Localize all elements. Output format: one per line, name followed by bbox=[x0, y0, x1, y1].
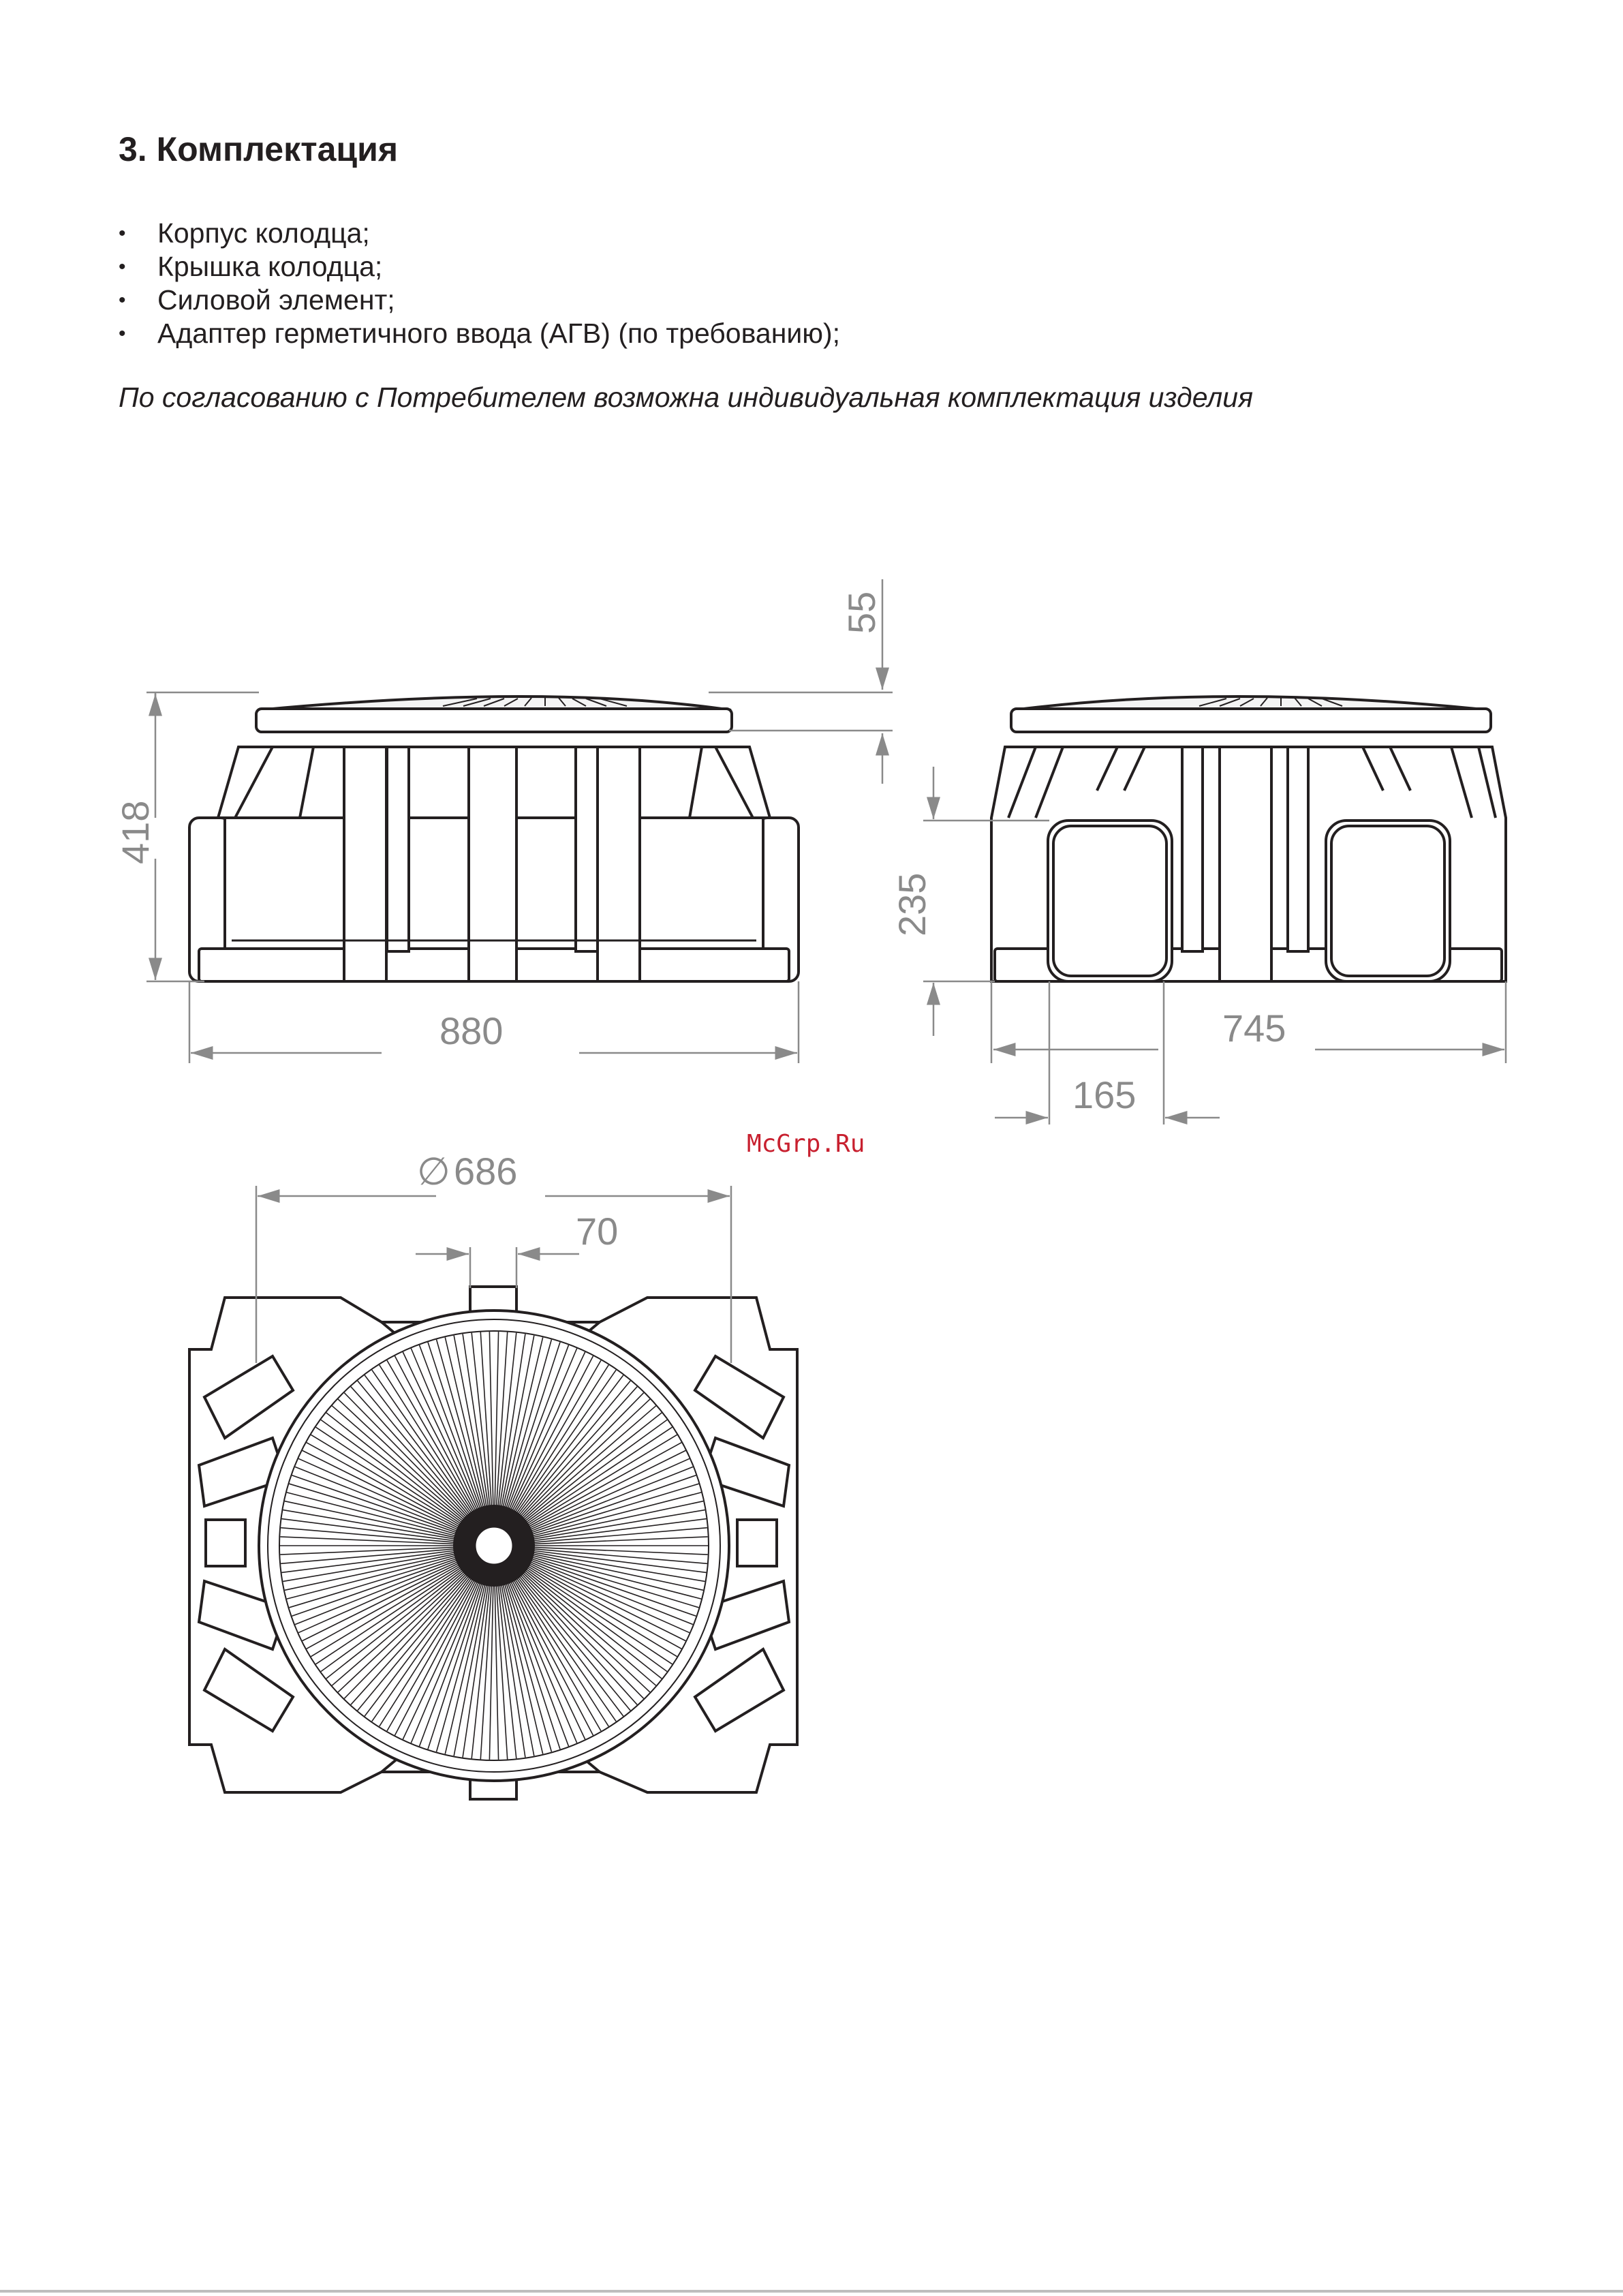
watermark: McGrp.Ru bbox=[747, 1130, 865, 1158]
section-title: 3. Комплектация bbox=[119, 130, 399, 168]
top-lid-hole bbox=[475, 1527, 513, 1565]
dim-front-width: 880 bbox=[439, 1009, 504, 1052]
diameter-symbol: ∅ bbox=[417, 1150, 450, 1193]
front-view bbox=[189, 697, 799, 981]
dim-hole-width: 70 bbox=[576, 1210, 619, 1253]
list-item: • Крышка колодца; bbox=[119, 250, 840, 284]
dim-lid-diameter: 686 bbox=[454, 1150, 518, 1193]
side-lid-rim bbox=[1011, 709, 1491, 732]
list-item: • Адаптер герметичного ввода (АГВ) (по требованию); bbox=[119, 317, 840, 350]
dim-side-width: 745 bbox=[1222, 1007, 1286, 1050]
side-opening-left bbox=[1048, 821, 1172, 981]
dim-total-height: 418 bbox=[114, 800, 157, 864]
page-bottom-rule bbox=[0, 2290, 1623, 2293]
side-opening-right bbox=[1326, 821, 1450, 981]
list-item: • Корпус колодца; bbox=[119, 217, 840, 250]
dim-opening-offset: 165 bbox=[1072, 1073, 1137, 1116]
dim-lid-height: 55 bbox=[840, 591, 883, 634]
list-item: • Силовой элемент; bbox=[119, 284, 840, 317]
dim-opening-height: 235 bbox=[891, 872, 933, 936]
front-lid-rim bbox=[256, 709, 732, 732]
customization-note: По согласованию с Потребителем возможна индивидуальная комплектация изделия bbox=[119, 382, 1253, 413]
side-view bbox=[991, 697, 1506, 981]
